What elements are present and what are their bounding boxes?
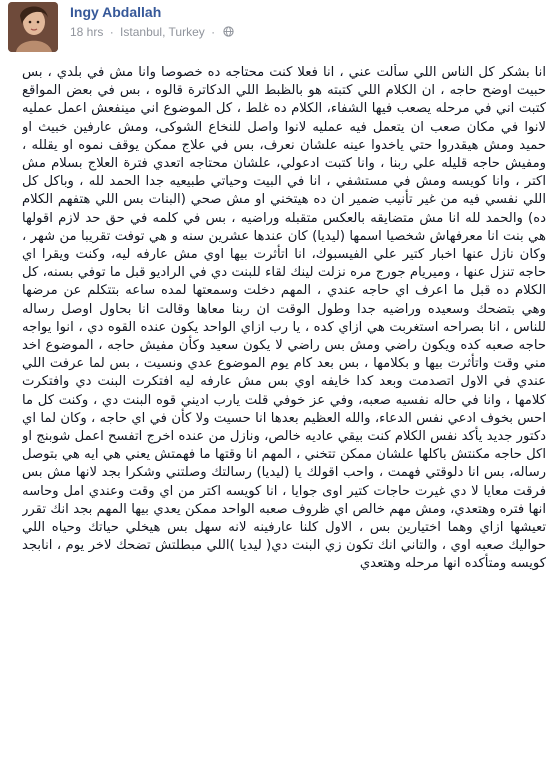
post-location[interactable]: Istanbul, Turkey xyxy=(120,24,205,39)
post-timestamp[interactable]: 18 hrs xyxy=(70,24,104,39)
post-header xyxy=(0,0,560,60)
globe-icon[interactable] xyxy=(223,26,234,37)
post-author-name[interactable]: Ingy Abdallah xyxy=(70,4,162,20)
post-meta xyxy=(70,24,234,39)
avatar[interactable] xyxy=(8,2,58,52)
meta-separator: · xyxy=(109,24,114,39)
post-text: انا بشكر كل الناس اللي سألت عني ، انا فعلا كنت محتاجه ده خصوصا وانا مش في بلدي ، بس حبيت اوضح حاجه ، ان الكلام اللي كتبته هو بالظبط اللي الدكاترة قالوه ، بس في بعض المواقع كتبت اني في مرحله يصعب فيها الشفاء، الكلام ده غلط ، كل الموضوع اني مينفعش اعمل عمليه لانوا في مكان صعب ان يتعمل فيه عمليه لانوا واصل للنخاع الشوكى، ومش عارفين خبيث او حميد ومش هيقدروا حتي ياخدوا عينه علشان نعرف، بس في علاج ممكن يوقف نموه او يقلله ، ومفيش حاجه قليله علي ربنا ، وانا كتبت ادعولي، علشان محتاجه اتعدي فترة العلاج بسلام مش اكتر ، وانا كويسه ومش في مستشفي ، انا في البيت وحياتي طبيعيه جدا الحمد لله ، وباكل كل اللي نفسي فيه من غير تأنيب ضمير ان ده هيتخني او مش صحي (البنات بس اللي هتفهم الكلام ده) والحمد لله انا مش متضايقه بالعكس متقبله وراضيه ، بس في كلمه في حق حد لازم اقولها هي بنت انا معرفهاش شخصيا اسمها (ليديا) كان عندها عشرين سنه و هي توفت تقريبا من شهر ، وكان نازل عنها اخبار كتير علي الفيسبوك، انا اتأثرت بيها اوي مش عارفه ليه، وكنت ويقرا اي حاجه تنزل عنها ، وميريام جورج مره نزلت لينك لقاء للبنت دي في الراديو قبل ما توفي بسنه، كل الكلام ده قبل ما اعرف اي حاجه عندي ، المهم دخلت وسمعتها لمده ساعه بتتكلم عن مرضها وهي بتضحك وسعيده وراضيه جدا وطول الوقت ان ربنا معاها وقالت انا بحاول اوصل رساله للناس ، انا بصراحه استغربت هي ازاي كده ، يا رب ازاي الواحد يكون عنده القوه دي ، انوا يواجه حاجه صعبه كده ويكون راضي ومش بس راضي لا يكون سعيد وكأن مفيش حاجه ، الموضوع اخد مني وقت واتأثرت بيها و بكلامها ، بس بعد كام يوم الموضوع عدي ونسيت ، بس لما عرفت اللي عندي في الاول اتصدمت وبعد كدا خايفه اوي بس مش عارفه ليه افتكرت البنت دي وافتكرت كلامها ، وانا في حاله نفسيه صعبه، وفي عز خوفي قلت يارب اديني قوه البنت دي ، وكنت كل ما احس بخوف ادعي نفس الدعاء، والله العظيم بعدها انا حسيت ولا كأن في اي حاجه ، وكان لما اي دكتور جديد يأكد نفس الكلام كنت بيقي عاديه خالص، ونازل من عنده اخرج اتفسح اعمل شوبنج او اكل حاجه مكنتش باكلها علشان ممكن تتخني ، المهم انا وقتها ما فهمتش يعني هي ايه هي بتوصل رساله، بس انا دلوقتي فهمت ، واحب اقولك يا (ليديا) رسالتك وصلتني وشكرا بجد لانها مش بس فرقت معايا لا دي غيرت حاجات كتير اوى جوايا ، انا كويسه اكتر من اي وقت وعندي امل وحاسه انها فتره وهتعدي، ومش مهم خالص اي ظروف صعبه الواحد ممكن يعدي بيها المهم بجد انك تقرر تعيشها ازاي وهما اختيارين بس ، الاول كلنا عارفينه لانه سهل بس هيخلي حياتك وحياه اللي حواليك صعبه اوي ، والتاني انك تكون زي البنت دي( ليديا )اللي مبطلتش تضحك لاخر يوم ، انابجد كويسه ومتأكده انها مرحله وهتعدي xyxy=(22,65,546,572)
meta-separator-2: · xyxy=(211,24,216,39)
profile-photo-icon xyxy=(8,2,58,52)
